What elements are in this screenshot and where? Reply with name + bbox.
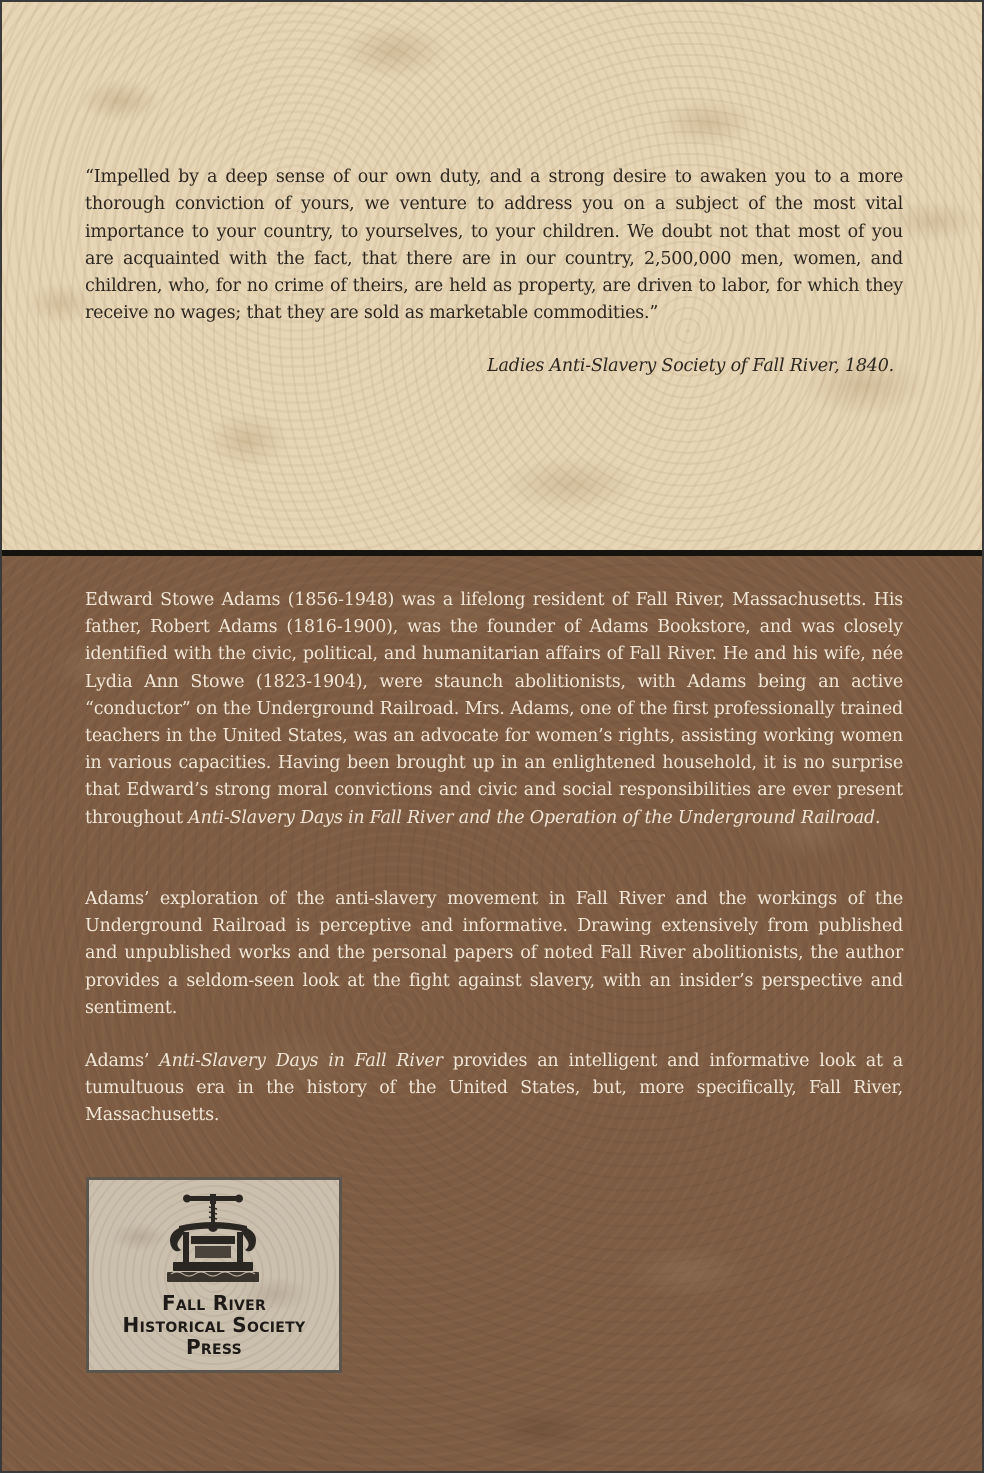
quote-panel — [2, 2, 982, 550]
paragraph-1-text: Edward Stowe Adams (1856-1948) was a lifelong resident of Fall River, Massachusetts. His father, Robert Adams (1816-1900), was the founder of Adams Bookstore, and was closely identified with the civic, political, and humanitarian affairs of Fall River. He and his wife, née Lydia Ann Stowe (1823-1904), were staunch abolitionists, with Adams being an active “conductor” on the Underground Railroad. Mrs. Adams, one of the first professionally trained teachers in the United States, was an advocate for women’s rights, assisting working women in various capacities. Having been brought up in an enlightened household, it is no surprise that Edward’s strong moral convictions and civic and social responsibilities are ever present throughout — [85, 590, 903, 828]
description-paragraph-1 — [85, 587, 903, 832]
book-title-full: Anti-Slavery Days in Fall River and the Operation of the Underground Railroad. — [188, 807, 881, 828]
quote-attribution: Ladies Anti-Slavery Society of Fall River, 1840. — [487, 356, 894, 376]
publisher-name-line-1: Fall River — [161, 1291, 267, 1315]
book-press-icon — [161, 1194, 265, 1286]
publisher-name-line-2: Historical Society — [122, 1313, 306, 1337]
paragraph-3-lead: Adams’ — [85, 1051, 160, 1071]
publisher-logo — [86, 1177, 342, 1373]
description-paragraph-3 — [85, 1048, 903, 1130]
description-paragraph-2: Adams’ exploration of the anti-slavery movement in Fall River and the workings of the Underground Railroad is perceptive and informative. Drawing extensively from published and unpublished works and the personal papers of noted Fall River abolitionists, the author provides a seldom-seen look at the fight against slavery, with an insider’s perspective and sentiment. — [85, 889, 903, 1018]
epigraph-quote: “Impelled by a deep sense of our own duty, and a strong desire to awaken you to a more thorough conviction of yours, we venture to address you on a subject of the most vital importance to your country, to yourselves, to your children. We doubt not that most of you are acquainted with the fact, that there are in our country, 2,500,000 men, women, and children, who, for no crime of theirs, are held as property, are driven to labor, for which they receive no wages; that they are sold as marketable commodities.” — [85, 167, 903, 324]
publisher-name-line-3: Press — [185, 1335, 243, 1359]
book-title-short: Anti-Slavery Days in Fall River — [159, 1051, 443, 1071]
paragraph-3-rest: provides an intelligent and informative look at a tumultuous era in the history of the United States, but, more specifically, Fall River, Massachusetts. — [85, 1051, 903, 1126]
